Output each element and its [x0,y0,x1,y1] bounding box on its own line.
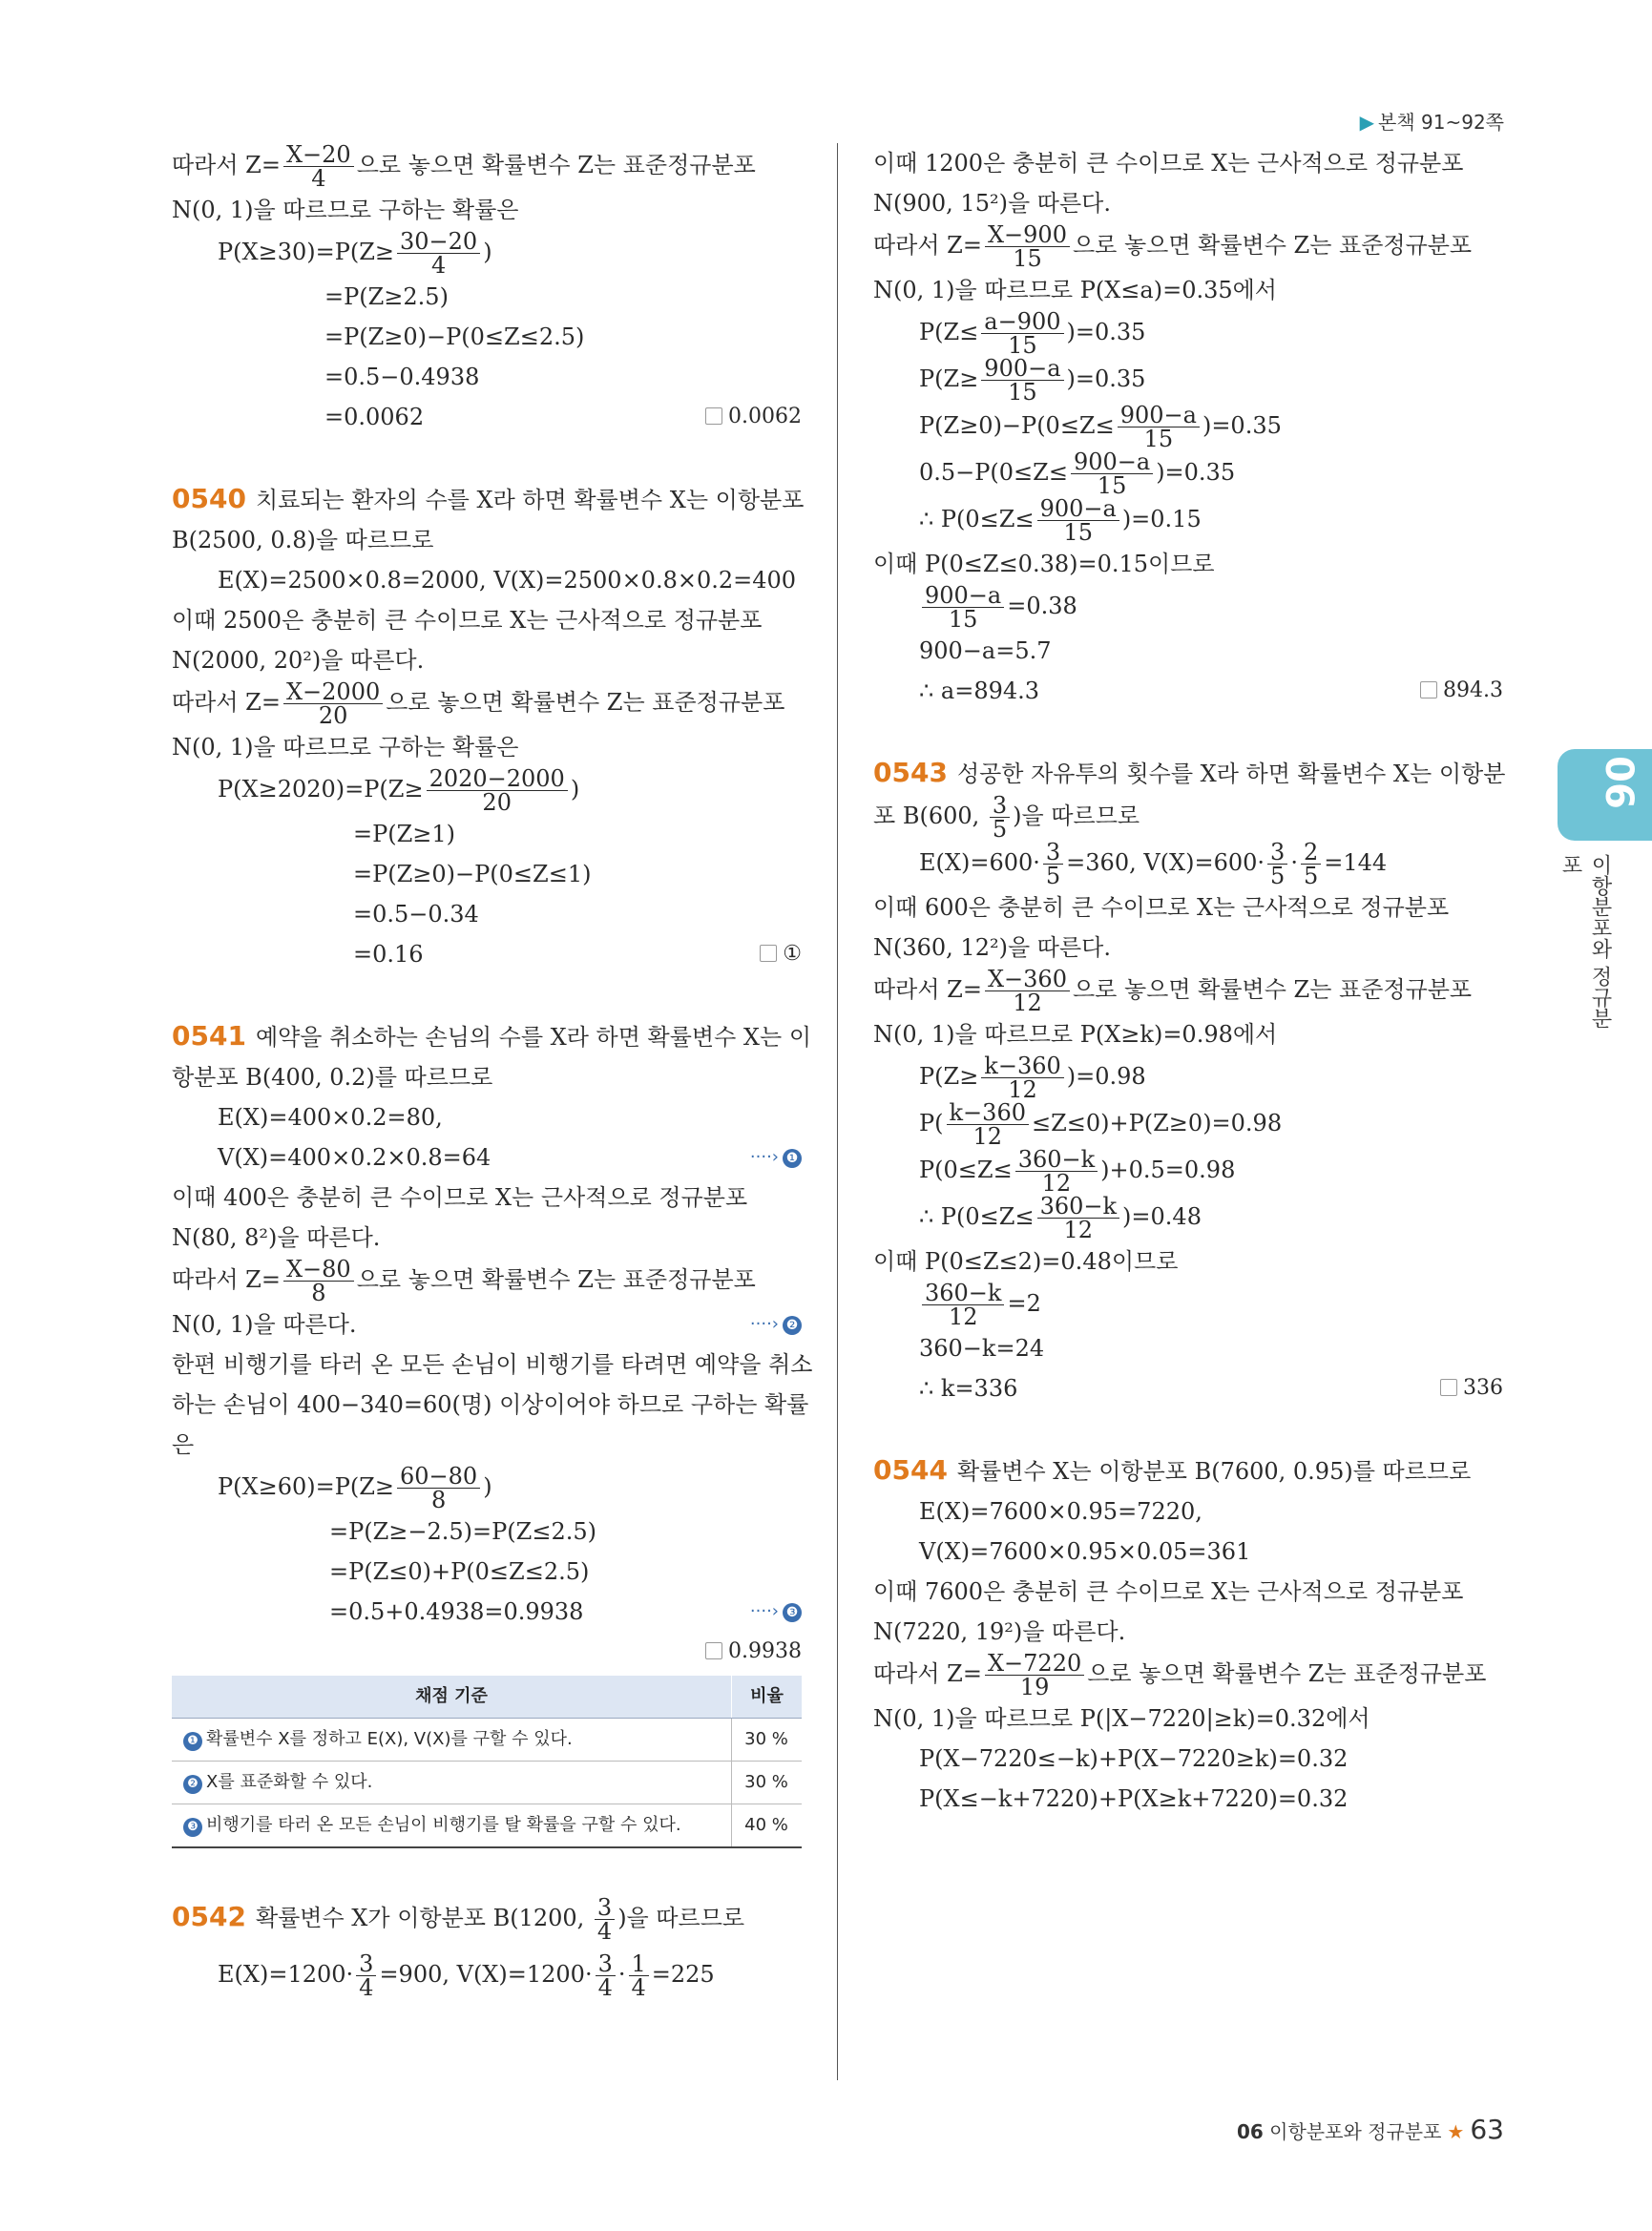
equation-line: V(X)=400×0.2×0.8=64 ····› ❶ [172,1137,802,1178]
answer: 0.0062 [705,397,802,437]
equation-line: P(Z≤ $\frac{a-900}{15}$ )=0.35 [919,308,1146,359]
table-row: ❸ 비행기를 타러 온 모든 손님이 비행기를 탈 확률을 구할 수 있다. 40 % [172,1804,802,1848]
equation-line: E(X)=600· $\frac{3}{5}$ =360, V(X)=600· $\frac{3}{5}$ · $\frac{2}{5}$ =144 [919,839,1388,889]
equation-line: =P(Z≥0)−P(0≤Z≤2.5) [324,323,585,350]
text-line: 이때 P(0≤Z≤2)=0.48이므로 [873,1248,1179,1275]
answer: 0.9938 [705,1632,802,1672]
equation-line: $\frac{360-k}{12}$ =2 [873,1282,1503,1328]
answer-icon [760,945,777,962]
problem-header: 0544 확률변수 X는 이항분포 B(7600, 0.95)를 따르므로 [873,1454,1472,1486]
star-icon: ★ [1447,2120,1465,2143]
table-header: 채점 기준 [172,1676,732,1719]
equation-line: =0.5+0.4938=0.9938 ····› ❸ [172,1592,802,1632]
triangle-icon: ▶ [1359,111,1375,134]
text-line: N(900, 15²)을 따른다. [873,190,1111,217]
table-header: 비율 [732,1676,803,1719]
text-line: B(2500, 0.8)을 따르므로 [172,527,434,553]
equation-line: =P(Z≥−2.5)=P(Z≤2.5) [329,1518,596,1545]
fraction: $\frac{X-20}{4}$ [283,143,354,190]
equation-line: 360−k=24 [919,1335,1045,1362]
left-column [172,141,813,2001]
answer: 894.3 [1420,671,1503,711]
equation-line: =0.5−0.4938 [324,364,480,390]
answer-icon [1440,1379,1457,1396]
text-line: 이때 600은 충분히 큰 수이므로 X는 근사적으로 정규분포 [873,894,1450,921]
equation-line: =0.5−0.34 [353,901,479,928]
text-line: N(0, 1)을 따르므로 구하는 확률은 [172,734,519,761]
equation-line: E(X)=1200· $\frac{3}{4}$ =900, V(X)=1200· $\frac{3}{4}$ · $\frac{1}{4}$ =225 [218,1950,715,2001]
problem-header: 0540 치료되는 환자의 수를 X라 하면 확률변수 X는 이항분포 [172,483,805,514]
text-line: 따라서 Z= $\frac{X-360}{12}$ 으로 놓으면 확률변수 Z는 표준정규분포 [873,966,1473,1016]
equation-line: P(X−7220≤−k)+P(X−7220≥k)=0.32 [919,1745,1349,1772]
equation-line: P(Z≥ $\frac{900-a}{15}$ )=0.35 [919,355,1146,406]
text-line: 이때 400은 충분히 큰 수이므로 X는 근사적으로 정규분포 [172,1184,748,1211]
text-line: 하는 손님이 400−340=60(명) 이상이어야 하므로 구하는 확률 [172,1391,809,1418]
equation-line: =P(Z≥1) [353,821,456,847]
answer-icon [1420,681,1437,698]
step-marker: ····› ❸ [750,1592,802,1632]
text-line: 포 B(600, $\frac{3}{5}$ )을 따르므로 [873,792,1140,843]
answer-icon [705,407,722,425]
text-line: N(80, 8²)을 따른다. [172,1224,381,1251]
text-line: 따라서 Z= $\frac{X-7220}{19}$ 으로 놓으면 확률변수 Z는 표준정규분포 [873,1650,1487,1700]
table-row: ❶ 확률변수 X를 정하고 E(X), V(X)를 구할 수 있다. 30 % [172,1719,802,1762]
equation-line: 900−a=5.7 [919,637,1052,664]
text-line: 따라서 Z= $\frac{X-2000}{20}$ 으로 놓으면 확률변수 Z는 표준정규분포 [172,678,785,729]
problem-header: 0541 예약을 취소하는 손님의 수를 X라 하면 확률변수 X는 이 [172,1020,812,1052]
text-line: N(2000, 20²)을 따른다. [172,647,425,674]
equation-line: ∴ k=336 336 [873,1368,1503,1408]
equation-line: P(Z≥ $\frac{k-360}{12}$ )=0.98 [919,1053,1146,1103]
equation-line: =0.0062 0.0062 [172,397,802,437]
scoring-table [172,1676,802,1848]
text-line: 은 [172,1431,195,1458]
answer: ① [760,934,802,974]
text-line: N(0, 1)을 따른다. ····› ❷ [172,1304,802,1345]
answer-line [172,1632,802,1672]
text-line: 한편 비행기를 타러 온 모든 손님이 비행기를 타려면 예약을 취소 [172,1351,813,1378]
step-marker: ····› ❷ [750,1304,802,1345]
text-line: 따라서 Z= $\frac{X-900}{15}$ 으로 놓으면 확률변수 Z는 표준정규분포 [873,221,1473,272]
equation-line: =P(Z≤0)+P(0≤Z≤2.5) [329,1558,590,1585]
column-divider [837,143,838,2080]
equation-line: E(X)=7600×0.95=7220, [919,1498,1202,1525]
answer: 336 [1440,1368,1503,1408]
equation-line: P( $\frac{k-360}{12}$ ≤Z≤0)+P(Z≥0)=0.98 [919,1099,1283,1150]
text-line: 따라서 Z= $\frac{X-80}{8}$ 으로 놓으면 확률변수 Z는 표준정규분포 [172,1256,756,1306]
answer-icon [705,1642,722,1659]
equation-line: ∴ a=894.3 894.3 [873,671,1503,711]
step-marker: ····› ❶ [750,1137,802,1178]
text-line: N(7220, 19²)을 따른다. [873,1618,1126,1645]
text-line: 이때 P(0≤Z≤0.38)=0.15이므로 [873,551,1215,577]
text-line: N(0, 1)을 따르므로 P(X≤a)=0.35에서 [873,277,1277,303]
equation-line: P(X≤−k+7220)+P(X≥k+7220)=0.32 [919,1785,1349,1812]
text-line: N(0, 1)을 따르므로 P(|X−7220|≥k)=0.32에서 [873,1705,1370,1732]
equation-line: P(X≥30)=P(Z≥ $\frac{30-20}{4}$ ) [218,228,492,279]
chapter-tab: 06 [1558,749,1652,841]
page-reference: ▶ 본책 91~92쪽 [1359,111,1504,134]
chapter-label: 이항분포와 정규분포 [1558,854,1612,1029]
equation-line: ∴ P(0≤Z≤ $\frac{360-k}{12}$ )=0.48 [919,1193,1202,1243]
text-line: 이때 2500은 충분히 큰 수이므로 X는 근사적으로 정규분포 [172,607,763,634]
problem-header: 0542 확률변수 X가 이항분포 B(1200, $\frac{3}{4}$ )을 따르므로 [172,1894,745,1945]
equation-line: P(X≥2020)=P(Z≥ $\frac{2020-2000}{20}$ ) [218,765,580,816]
equation-line: P(Z≥0)−P(0≤Z≤ $\frac{900-a}{15}$ )=0.35 [919,402,1282,452]
equation-line: ∴ P(0≤Z≤ $\frac{900-a}{15}$ )=0.15 [919,495,1202,546]
text-line: N(360, 12²)을 따른다. [873,934,1111,961]
text-line: 이때 1200은 충분히 큰 수이므로 X는 근사적으로 정규분포 [873,150,1464,177]
equation-line: E(X)=2500×0.8=2000, V(X)=2500×0.8×0.2=400 [218,567,797,594]
problem-header: 0543 성공한 자유투의 횟수를 X라 하면 확률변수 X는 이항분 [873,757,1506,788]
equation-line: $\frac{900-a}{15}$ =0.38 [873,584,1503,631]
equation-line: P(0≤Z≤ $\frac{360-k}{12}$ )+0.5=0.98 [919,1146,1236,1197]
text-line: N(0, 1)을 따르므로 구하는 확률은 [172,197,519,223]
text-line: 항분포 B(400, 0.2)를 따르므로 [172,1064,493,1091]
text-line: N(0, 1)을 따르므로 P(X≥k)=0.98에서 [873,1021,1278,1048]
equation-line: V(X)=7600×0.95×0.05=361 [919,1538,1251,1565]
table-row: ❷ X를 표준화할 수 있다. 30 % [172,1762,802,1804]
text-line: 따라서 Z= $\frac{X-20}{4}$ 으로 놓으면 확률변수 Z는 표준정규분포 [172,141,756,192]
equation-line: =P(Z≥0)−P(0≤Z≤1) [353,861,592,887]
right-column [873,143,1506,1819]
equation-line: =0.16 ① [172,934,802,974]
equation-line: P(X≥60)=P(Z≥ $\frac{60-80}{8}$ ) [218,1463,492,1513]
page-number: 63 [1470,2114,1504,2145]
equation-line: E(X)=400×0.2=80, [218,1104,443,1131]
equation-line: 0.5−P(0≤Z≤ $\frac{900-a}{15}$ )=0.35 [919,448,1236,499]
equation-line: =P(Z≥2.5) [324,283,449,310]
page-footer: 06 이항분포와 정규분포 ★ 63 [1236,2114,1504,2145]
text-line: 이때 7600은 충분히 큰 수이므로 X는 근사적으로 정규분포 [873,1578,1464,1605]
